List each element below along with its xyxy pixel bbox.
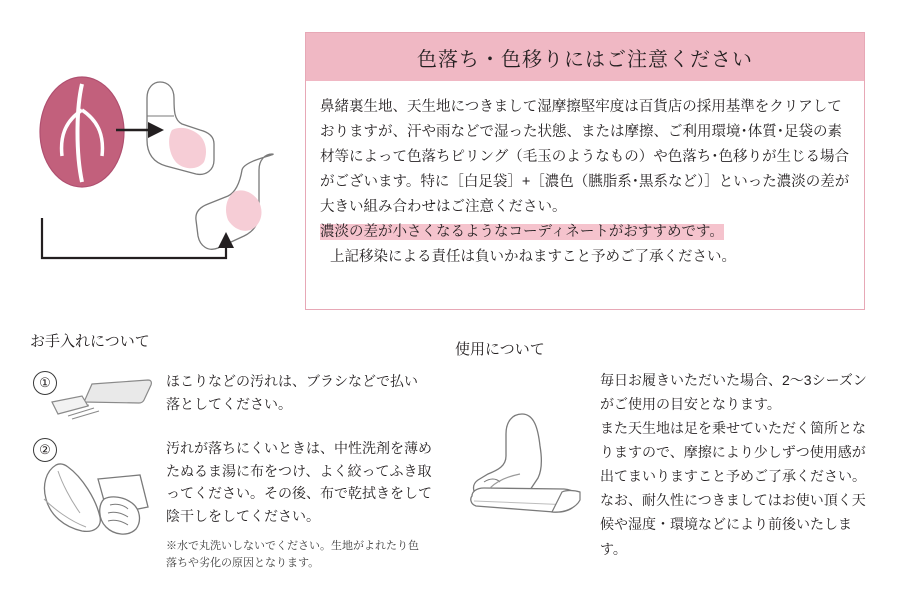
usage-text <box>600 368 872 561</box>
color-transfer-warning-panel <box>305 32 865 310</box>
sandal-color-transfer-diagram <box>20 70 295 285</box>
care-step-1-number: ① <box>33 371 57 395</box>
warning-paragraph-2: 上記移染による責任は負いかねますこと予めご了承ください。 <box>330 248 736 265</box>
warning-paragraph-1: 鼻緒裏生地、天生地につきまして湿摩擦堅牢度は百貨店の採用基準をクリアしておりますが、汗や雨などで湿った状態、または摩擦、ご利用環境･体質･足袋の素材等によって色落ちピリング（毛玉のようなもの）や色落ち･色移りが生じる場合がございます。特に［白足袋］+［濃色（臙脂系･黒系など）］といった濃淡の差が大きい組み合わせはご注意ください。 <box>320 99 850 215</box>
usage-paragraph-1: 毎日お履きいただいた場合、2～3シーズンがご使用の目安となります。 <box>600 372 867 413</box>
cloth-wipe-icon <box>36 455 161 545</box>
foot-on-sandal-icon <box>468 412 588 517</box>
usage-paragraph-3: なお、耐久性につきましてはお使い頂く天候や湿度・環境などにより前後いたします。 <box>600 492 866 557</box>
care-section-heading: お手入れについて <box>30 333 150 350</box>
foot-on-sandal-svg <box>468 412 588 517</box>
care-step-1-text: ほこりなどの汚れは、ブラシなどで払い落としてください。 <box>166 373 418 412</box>
cloth-wipe-svg <box>36 455 161 545</box>
care-note: ※水で丸洗いしないでください。生地がよれたり色落ちや劣化の原因となります。 <box>166 540 419 570</box>
comb-brush-svg <box>48 378 153 423</box>
usage-section-heading: 使用について <box>455 341 545 358</box>
warning-highlight-line <box>320 220 850 245</box>
care-step-2-text: 汚れが落ちにくいときは、中性洗剤を薄めたぬるま湯に布をつけ、よく絞ってふき取ってください。その後、布で乾拭きをして陰干しをしてください。 <box>166 440 432 525</box>
care-step-2-number: ② <box>33 438 57 462</box>
sandal-diagram-svg <box>20 70 295 285</box>
warning-highlight: 濃淡の差が小さくなるようなコーディネートがおすすめです。 <box>320 223 724 240</box>
warning-title: 色落ち・色移りにはご注意ください <box>306 33 864 81</box>
usage-paragraph-2: また天生地は足を乗せていただく箇所となりますので、摩擦により少しずつ使用感が出てまいりますこと予めご了承ください。 <box>600 420 866 485</box>
comb-brush-icon <box>48 378 153 423</box>
warning-body <box>306 81 864 270</box>
